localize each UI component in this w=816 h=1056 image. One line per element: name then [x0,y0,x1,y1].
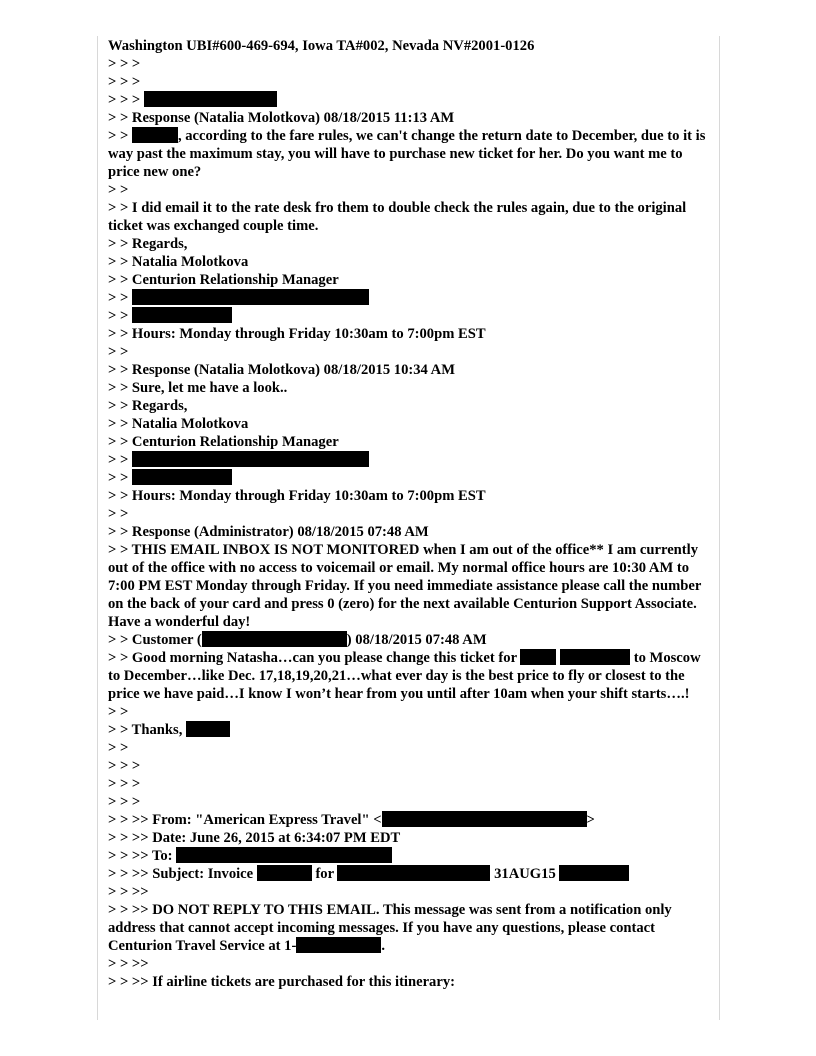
text-line [108,505,708,523]
text-line [108,361,708,379]
line-text: > > >> DO NOT REPLY TO THIS EMAIL. This message was sent from a notification only address that cannot accept incoming messages. If you have any questions, please contact Centurion Travel Service at 1- [108,902,676,954]
text-line [108,307,708,325]
line-text: > > >> From: "American Express Travel" < [108,812,382,828]
line-text: > > > [108,776,141,792]
line-text: > > [108,308,132,324]
text-line [108,451,708,469]
page-border-right [719,36,720,1020]
line-text: > > [108,470,132,486]
text-line [108,955,708,973]
line-text: > > [108,704,129,720]
text-line [108,649,708,703]
line-text: > > [108,290,132,306]
text-line [108,847,708,865]
text-line [108,91,708,109]
line-text: > > Hours: Monday through Friday 10:30am to 7:00pm EST [108,488,486,504]
redaction-box [559,865,629,881]
text-line [108,523,708,541]
text-line [108,37,708,55]
text-line [108,757,708,775]
line-text: > > >> Subject: Invoice [108,866,257,882]
text-line [108,199,708,235]
text-line [108,829,708,847]
text-line [108,541,708,631]
line-text: > > Regards, [108,236,188,252]
text-line [108,793,708,811]
redaction-box [132,451,369,467]
text-line [108,865,708,883]
text-line [108,703,708,721]
page-border-left [97,36,98,1020]
redaction-box [132,127,178,143]
text-line [108,181,708,199]
redaction-box [257,865,312,881]
line-text: > > Centurion Relationship Manager [108,272,339,288]
text-line [108,253,708,271]
line-text: > > >> [108,884,149,900]
text-line [108,415,708,433]
text-line [108,739,708,757]
redaction-box [132,469,232,485]
redaction-box [337,865,490,881]
line-text: > > Hours: Monday through Friday 10:30am to 7:00pm EST [108,326,486,342]
text-line [108,127,708,181]
line-text: > > Regards, [108,398,188,414]
line-text: > > >> To: [108,848,177,864]
text-line [108,289,708,307]
redaction-box [186,721,230,737]
line-text: , according to the fare rules, we can't change the return date to December, due to it is way past the maximum stay, you will have to purchase new ticket for her. Do you want me to price new one? [108,128,710,180]
redaction-box [144,91,277,107]
line-text: ) 08/18/2015 07:48 AM [346,632,487,648]
text-line [108,883,708,901]
text-line [108,73,708,91]
line-text: to Moscow to December…like Dec. 17,18,19,20,21…what ever day is the best price to fly or closest to the price we have paid…I know I won’t hear from you until after 10am when your shift starts….! [108,650,705,702]
line-text: > > Natalia Molotkova [108,254,249,270]
line-text: . [381,938,385,954]
line-text: Washington UBI#600-469-694, Iowa TA#002, Nevada NV#2001-0126 [108,38,535,54]
line-text: > > Response (Natalia Molotkova) 08/18/2015 10:34 AM [108,362,456,378]
text-line [108,487,708,505]
email-thread-document [108,37,708,991]
line-text: > > >> [108,956,149,972]
line-text: > > > [108,794,141,810]
line-text: > > [108,344,129,360]
line-text: > > > [108,758,141,774]
text-line [108,901,708,955]
line-text: for [311,866,338,882]
line-text: 31AUG15 [490,866,560,882]
text-line [108,775,708,793]
line-text: > > [108,740,129,756]
text-line [108,325,708,343]
line-text: > > > [108,92,144,108]
redaction-box [296,937,381,953]
redaction-box [176,847,392,863]
text-line [108,973,708,991]
line-text: > > [108,182,129,198]
redaction-box [520,649,556,665]
text-line [108,235,708,253]
text-line [108,469,708,487]
text-line [108,109,708,127]
redaction-box [132,307,232,323]
text-line [108,811,708,829]
text-line [108,55,708,73]
line-text: > > Response (Administrator) 08/18/2015 07:48 AM [108,524,429,540]
text-line [108,721,708,739]
line-text: > > > [108,56,141,72]
redaction-box [382,811,587,827]
text-line [108,397,708,415]
text-line [108,433,708,451]
line-text: > > Customer ( [108,632,202,648]
line-text: > > Sure, let me have a look.. [108,380,288,396]
line-text: > > [108,452,132,468]
line-text: > > THIS EMAIL INBOX IS NOT MONITORED when I am out of the office** I am currently out of the office with no access to voicemail or email. My normal office hours are 10:30 AM to 7:00 PM EST Monday through Friday. If you need immediate assistance please call the number on the back of your card and press 0 (zero) for the next available Centurion Support Associate. Have a wonderful day! [108,542,705,630]
redaction-box [132,289,369,305]
line-text: > [586,812,595,828]
line-text: > > [108,506,129,522]
line-text: > > Good morning Natasha…can you please change this ticket for [108,650,521,666]
line-text: > > > [108,74,141,90]
line-text: > > Natalia Molotkova [108,416,249,432]
text-line [108,271,708,289]
line-text: > > Thanks, [108,722,187,738]
text-line [108,343,708,361]
text-line [108,379,708,397]
line-text: > > I did email it to the rate desk fro them to double check the rules again, due to the original ticket was exchanged couple time. [108,200,690,234]
line-text: > > [108,128,132,144]
line-text: > > >> If airline tickets are purchased for this itinerary: [108,974,455,990]
text-line [108,631,708,649]
line-text: > > Centurion Relationship Manager [108,434,339,450]
line-text: > > Response (Natalia Molotkova) 08/18/2015 11:13 AM [108,110,455,126]
redaction-box [560,649,630,665]
redaction-box [202,631,347,647]
line-text: > > >> Date: June 26, 2015 at 6:34:07 PM EDT [108,830,401,846]
